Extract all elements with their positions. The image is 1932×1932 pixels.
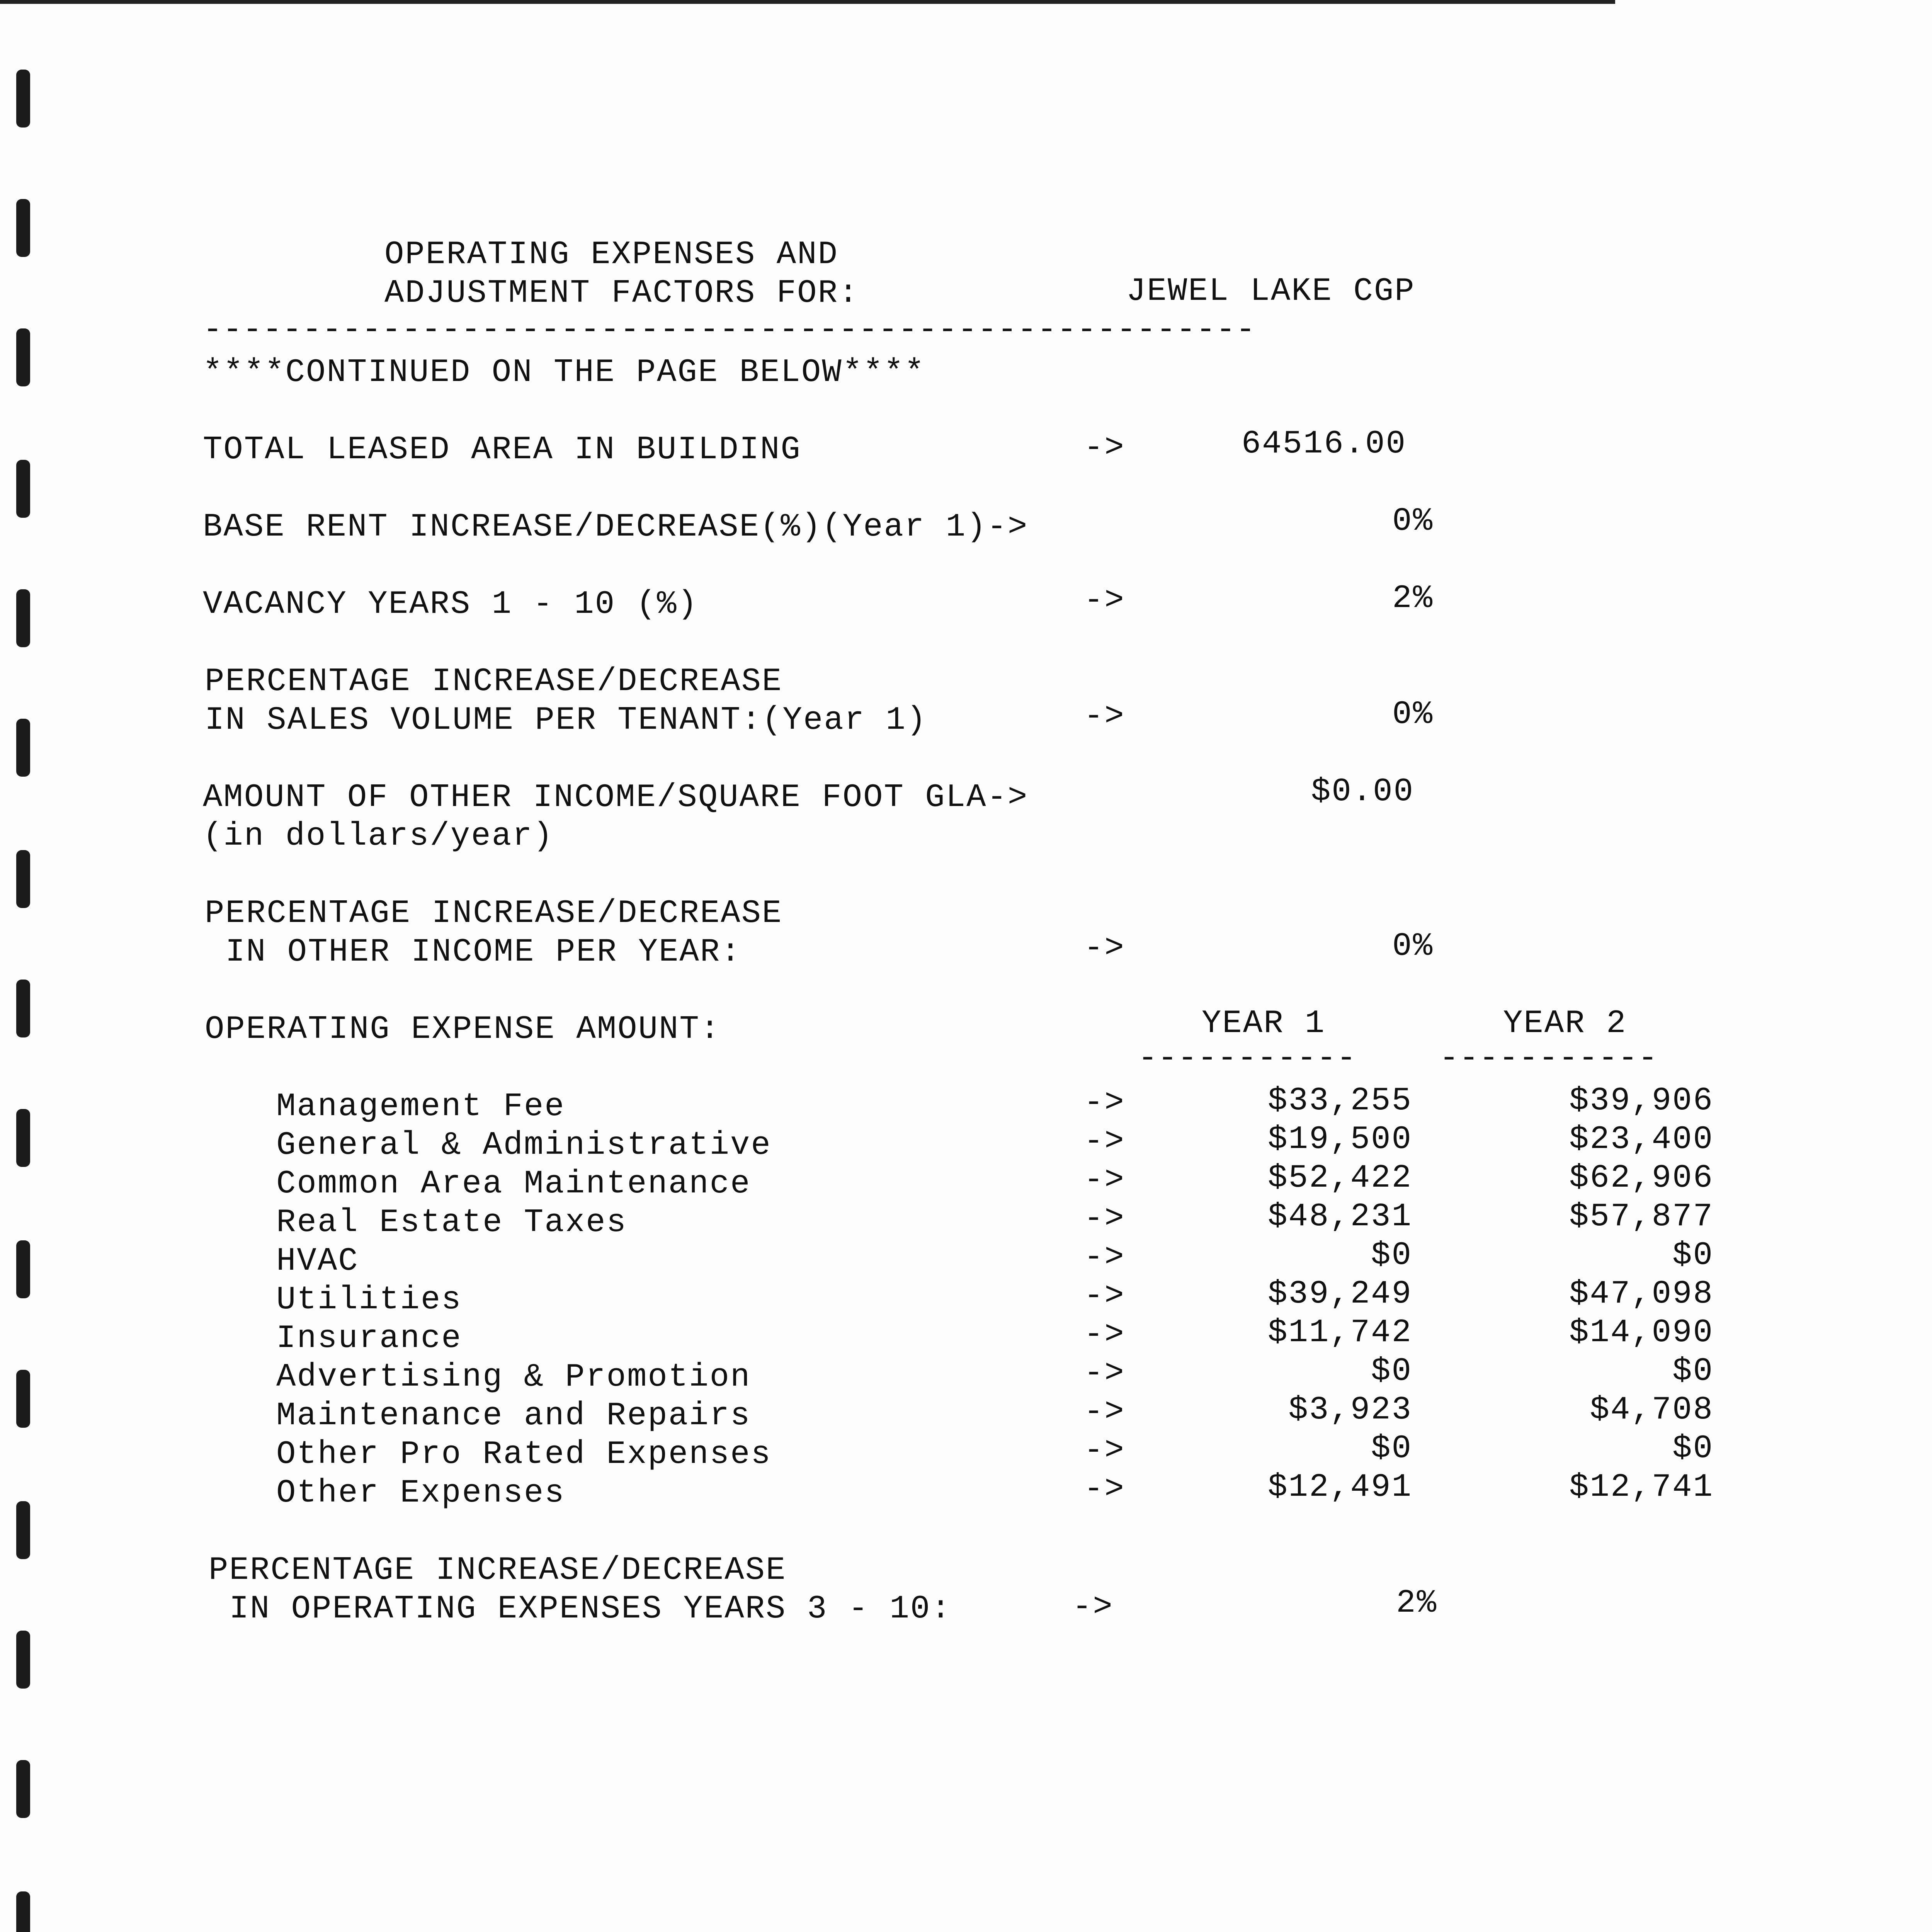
arrow: -> — [1084, 1355, 1125, 1392]
header-rule: ----------------------------------------------------- — [203, 312, 1256, 349]
title-line-2: ADJUSTMENT FACTORS FOR: — [384, 275, 859, 312]
opex-label: OPERATING EXPENSE AMOUNT: — [205, 1011, 721, 1048]
punch-hole — [16, 70, 30, 128]
base-rent-label: BASE RENT INCREASE/DECREASE(%)(Year 1)-> — [203, 509, 1029, 546]
title-line-1: OPERATING EXPENSES AND — [384, 236, 838, 273]
opex-col-year2: YEAR 2 — [1503, 1005, 1627, 1042]
row-year1: $0 — [1371, 1430, 1412, 1467]
punch-hole — [16, 1631, 30, 1689]
other-income-value: $0.00 — [1311, 774, 1414, 810]
opex-col-year1: YEAR 1 — [1202, 1005, 1326, 1042]
punch-hole — [16, 1370, 30, 1428]
row-year2: $4,708 — [1590, 1392, 1714, 1429]
other-income-change-value: 0% — [1392, 928, 1434, 965]
row-label: Utilities — [276, 1282, 462, 1318]
punch-hole — [16, 1760, 30, 1818]
leased-area-label: TOTAL LEASED AREA IN BUILDING — [203, 432, 801, 468]
punch-hole — [16, 719, 30, 777]
opex-change-label-2: IN OPERATING EXPENSES YEARS 3 - 10: — [209, 1591, 952, 1628]
punch-hole — [16, 1501, 30, 1559]
row-label: Advertising & Promotion — [276, 1359, 751, 1396]
other-income-label-2: (in dollars/year) — [203, 818, 554, 855]
row-year2: $12,741 — [1569, 1469, 1714, 1506]
row-year2: $62,906 — [1569, 1160, 1714, 1197]
row-year1: $48,231 — [1268, 1199, 1412, 1235]
row-year1: $33,255 — [1268, 1083, 1412, 1119]
row-year1: $52,422 — [1268, 1160, 1412, 1197]
arrow: -> — [1084, 1316, 1125, 1353]
row-label: Maintenance and Repairs — [276, 1398, 751, 1434]
property-name: JEWEL LAKE CGP — [1126, 273, 1415, 310]
row-year2: $0 — [1672, 1237, 1714, 1274]
punch-hole — [16, 1891, 30, 1932]
row-label: Management Fee — [276, 1088, 565, 1125]
row-year1: $12,491 — [1268, 1469, 1412, 1506]
continued-note: ****CONTINUED ON THE PAGE BELOW**** — [203, 354, 925, 391]
row-year2: $0 — [1672, 1353, 1714, 1390]
row-label: HVAC — [276, 1243, 359, 1280]
row-year1: $0 — [1371, 1237, 1412, 1274]
arrow: -> — [1084, 1085, 1125, 1121]
arrow: -> — [1084, 1201, 1125, 1237]
arrow: -> — [1084, 1239, 1125, 1276]
punch-hole — [16, 199, 30, 257]
row-year2: $0 — [1672, 1430, 1714, 1467]
arrow: -> — [1084, 1278, 1125, 1315]
other-income-label-1: AMOUNT OF OTHER INCOME/SQUARE FOOT GLA-> — [203, 779, 1029, 816]
arrow: -> — [1084, 1162, 1125, 1199]
row-year1: $11,742 — [1268, 1315, 1412, 1351]
base-rent-value: 0% — [1392, 503, 1434, 540]
arrow: -> — [1084, 1394, 1125, 1430]
other-income-change-label-2: IN OTHER INCOME PER YEAR: — [205, 934, 742, 971]
opex-change-label-1: PERCENTAGE INCREASE/DECREASE — [209, 1552, 787, 1589]
arrow: -> — [1084, 430, 1125, 466]
leased-area-value: 64516.00 — [1241, 426, 1406, 463]
arrow: -> — [1084, 1432, 1125, 1469]
punch-hole — [16, 328, 30, 386]
row-year2: $14,090 — [1569, 1315, 1714, 1351]
row-year1: $3,923 — [1288, 1392, 1412, 1429]
row-year2: $47,098 — [1569, 1276, 1714, 1313]
arrow: -> — [1084, 1123, 1125, 1160]
vacancy-label: VACANCY YEARS 1 - 10 (%) — [203, 586, 698, 623]
sales-volume-value: 0% — [1392, 696, 1434, 733]
row-year2: $57,877 — [1569, 1199, 1714, 1235]
arrow: -> — [1072, 1589, 1114, 1626]
row-year2: $23,400 — [1569, 1121, 1714, 1158]
sales-volume-label-1: PERCENTAGE INCREASE/DECREASE — [205, 663, 783, 700]
row-year1: $39,249 — [1268, 1276, 1412, 1313]
row-label: Insurance — [276, 1320, 462, 1357]
sales-volume-label-2: IN SALES VOLUME PER TENANT:(Year 1) — [205, 702, 927, 739]
page-top-edge — [0, 0, 1615, 4]
other-income-change-label-1: PERCENTAGE INCREASE/DECREASE — [205, 895, 783, 932]
opex-col-year1-underline: ----------- — [1138, 1040, 1357, 1077]
row-label: Real Estate Taxes — [276, 1204, 627, 1241]
punch-hole — [16, 1240, 30, 1298]
punch-hole — [16, 589, 30, 647]
row-label: General & Administrative — [276, 1127, 772, 1164]
arrow: -> — [1084, 698, 1125, 735]
punch-hole — [16, 460, 30, 518]
punch-hole — [16, 980, 30, 1037]
row-year1: $19,500 — [1268, 1121, 1412, 1158]
opex-change-value: 2% — [1396, 1585, 1437, 1622]
row-label: Other Expenses — [276, 1475, 565, 1512]
punch-hole — [16, 850, 30, 908]
punch-hole — [16, 1109, 30, 1167]
arrow: -> — [1084, 930, 1125, 967]
arrow: -> — [1084, 582, 1125, 619]
opex-col-year2-underline: ----------- — [1439, 1040, 1658, 1077]
arrow: -> — [1084, 1471, 1125, 1508]
vacancy-value: 2% — [1392, 580, 1434, 617]
row-label: Common Area Maintenance — [276, 1166, 751, 1202]
row-year2: $39,906 — [1569, 1083, 1714, 1119]
row-label: Other Pro Rated Expenses — [276, 1436, 772, 1473]
row-year1: $0 — [1371, 1353, 1412, 1390]
